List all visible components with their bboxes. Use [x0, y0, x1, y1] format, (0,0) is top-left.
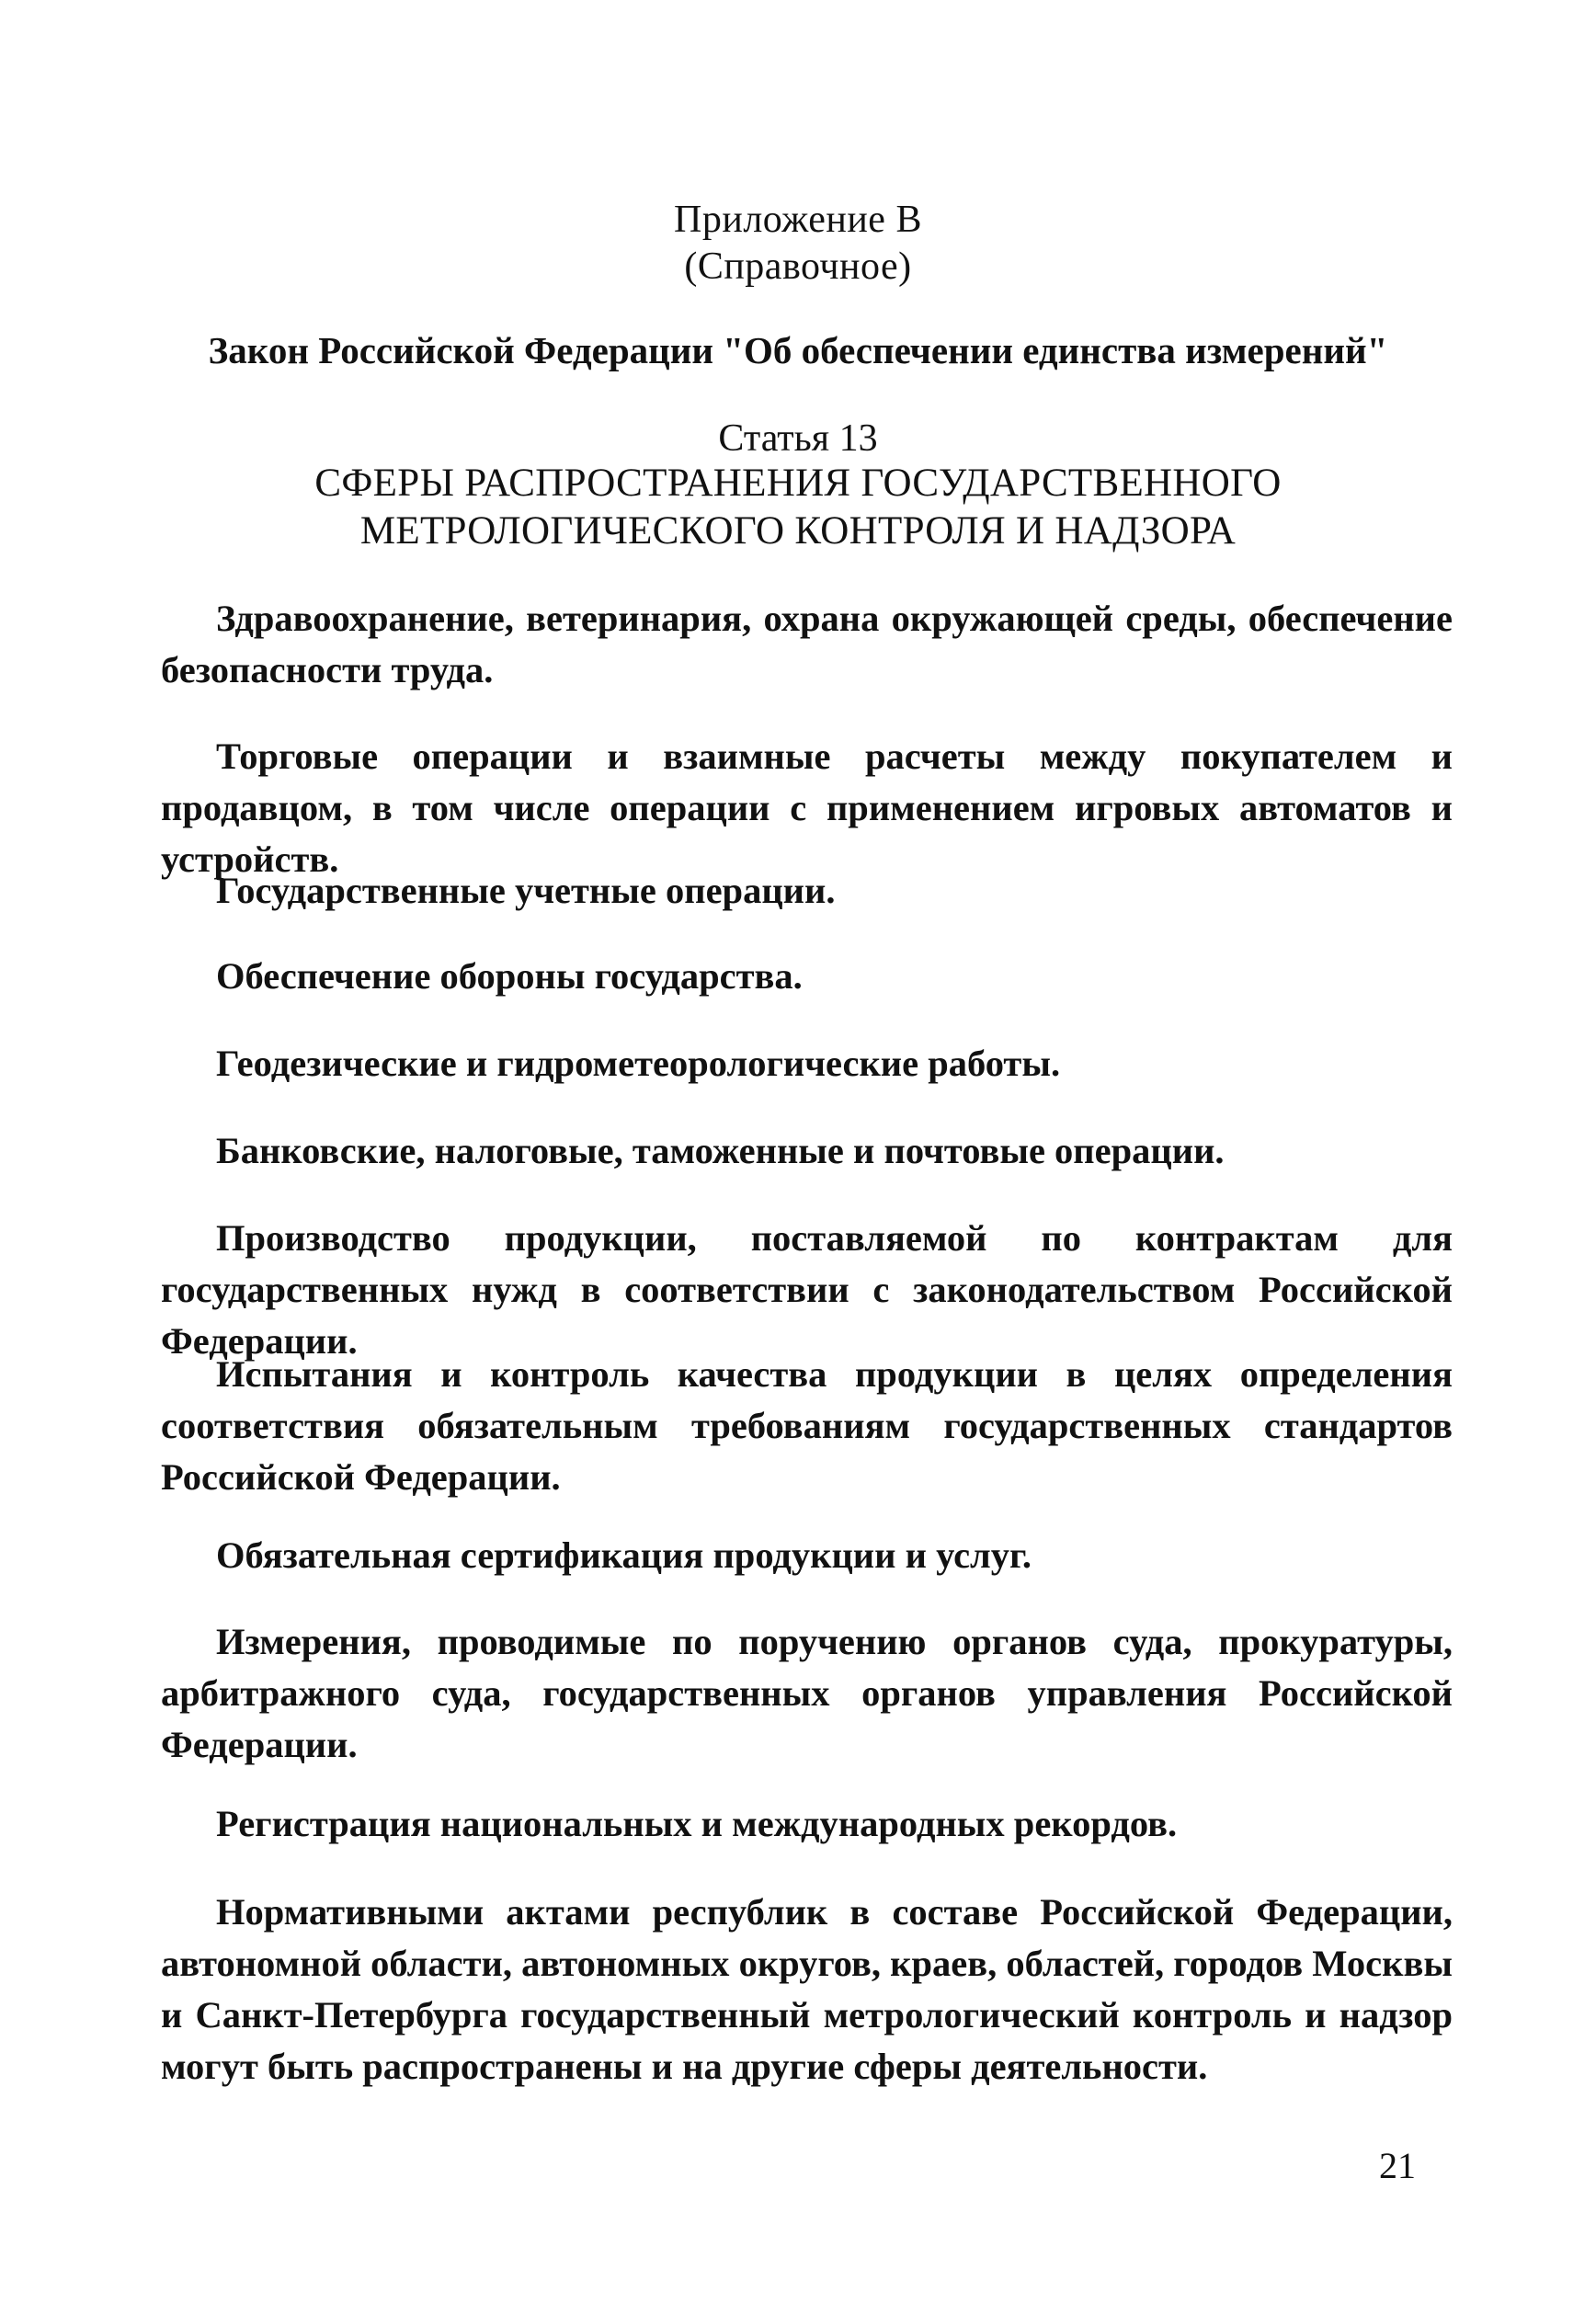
page-number: 21: [1379, 2145, 1416, 2186]
article-heading-line2: МЕТРОЛОГИЧЕСКОГО КОНТРОЛЯ И НАДЗОРА: [359, 509, 1237, 553]
paragraph-records: Регистрация национальных и международных рекордов.: [216, 1803, 1178, 1844]
paragraph-trade-operations: Торговые операции и взаимные расчеты между покупателем и продавцом, в том числе операции с применением игровых автоматов и устройств.: [161, 736, 1453, 880]
paragraph-quality-testing: Испытания и контроль качества продукции в целях определения соответствия обязательным требованиям государственных стандартов Российской Федерации.: [161, 1353, 1453, 1498]
annex-subtitle: (Справочное): [684, 245, 912, 288]
article-number: Статья 13: [718, 417, 878, 460]
paragraph-defense: Обеспечение обороны государства.: [216, 955, 803, 997]
paragraph-banking: Банковские, налоговые, таможенные и почтовые операции.: [216, 1130, 1225, 1171]
paragraph-court-measurements: Измерения, проводимые по поручению органов суда, прокуратуры, арбитражного суда, государственных органов управления Российской Федерации.: [161, 1621, 1453, 1765]
annex-title: Приложение В: [674, 199, 922, 241]
paragraph-healthcare: Здравоохранение, ветеринария, охрана окружающей среды, обеспечение безопасности труда.: [161, 598, 1453, 690]
article-heading-line1: СФЕРЫ РАСПРОСТРАНЕНИЯ ГОСУДАРСТВЕННОГО: [314, 462, 1282, 505]
law-title: Закон Российской Федерации "Об обеспечении единства измерений": [208, 329, 1388, 371]
paragraph-state-accounting: Государственные учетные операции.: [216, 870, 836, 911]
paragraph-geodesy: Геодезические и гидрометеорологические работы.: [216, 1043, 1061, 1084]
paragraph-state-production: Производство продукции, поставляемой по контрактам для государственных нужд в соответствии с законодательством Российской Федерации.: [161, 1217, 1453, 1362]
paragraph-certification: Обязательная сертификация продукции и услуг.: [216, 1534, 1032, 1576]
paragraph-regional-acts: Нормативными актами республик в составе Российской Федерации, автономной области, автономных округов, краев, областей, городов Москвы и Санкт-Петербурга государственный метрологический контроль и надзор могут быть распространены и на другие сферы деятельности.: [161, 1891, 1453, 2087]
